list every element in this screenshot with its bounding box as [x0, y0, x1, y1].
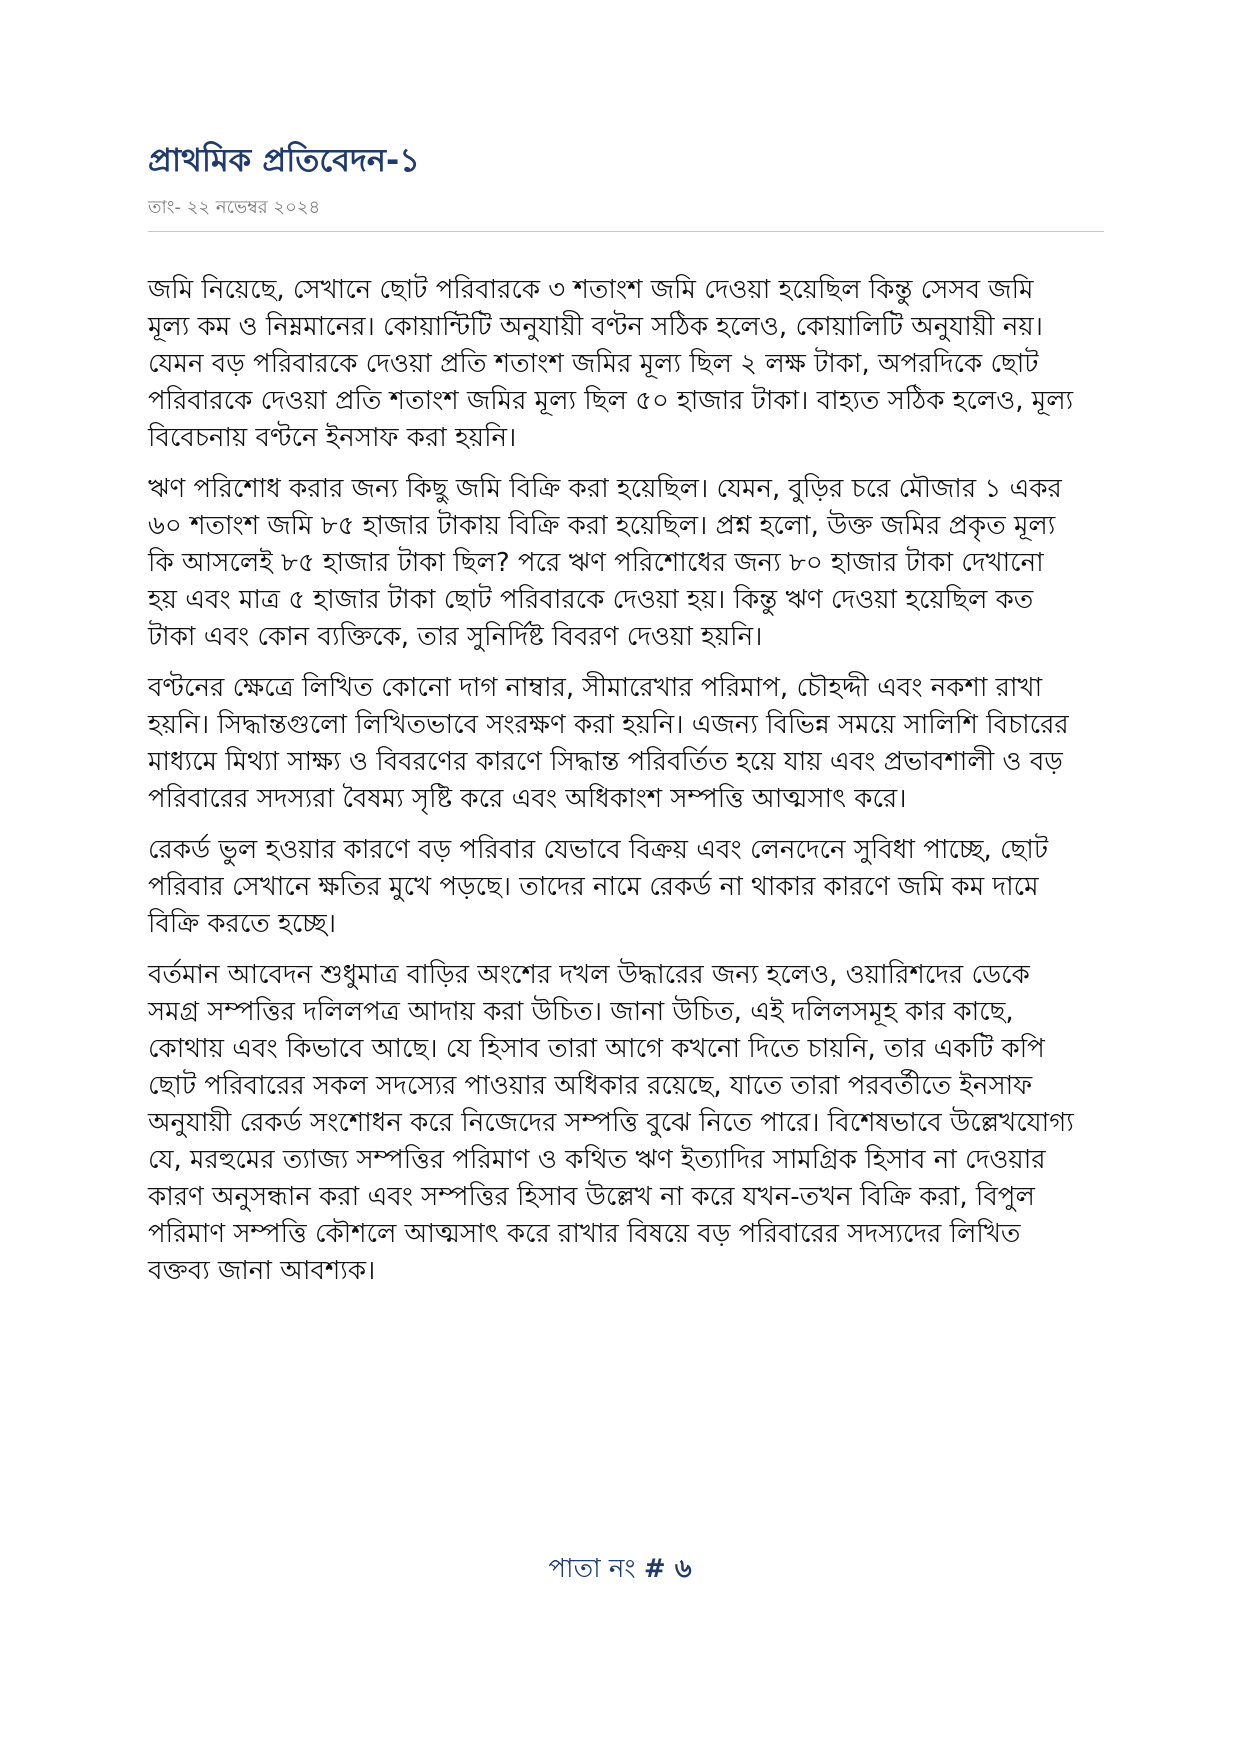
report-date: তাং- ২২ নভেম্বর ২০২৪	[148, 196, 321, 218]
report-header	[148, 140, 1104, 232]
paragraph-5: বর্তমান আবেদন শুধুমাত্র বাড়ির অংশের দখল উদ্ধারের জন্য হলেও, ওয়ারিশদের ডেকে সমগ্র সম্পত্তির দলিলপত্র আদায় করা উচিত। জানা উচিত, এই দলিলসমূহ কার কাছে, কোথায় এবং কিভাবে আছে। যে হিসাব তারা আগে কখনো দিতে চায়নি, তার একটি কপি ছোট পরিবারের সকল সদস্যের পাওয়ার অধিকার রয়েছে, যাতে তারা পরবর্তীতে ইনসাফ অনুযায়ী রেকর্ড সংশোধন করে নিজেদের সম্পত্তি বুঝে নিতে পারে। বিশেষভাবে উল্লেখযোগ্য যে, মরহুমের ত্যাজ্য সম্পত্তির পরিমাণ ও কথিত ঋণ ইত্যাদির সামগ্রিক হিসাব না দেওয়ার কারণ অনুসন্ধান করা এবং সম্পত্তির হিসাব উল্লেখ না করে যখন-তখন বিক্রি করা, বিপুল পরিমাণ সম্পত্তি কৌশলে আত্মসাৎ করে রাখার বিষয়ে বড় পরিবারের সদস্যদের লিখিত বক্তব্য জানা আবশ্যক।	[148, 960, 1074, 1286]
header-divider	[148, 231, 1104, 232]
page-number-label: পাতা নং	[548, 1554, 636, 1584]
page-footer	[0, 1548, 1240, 1592]
paragraph-2: ঋণ পরিশোধ করার জন্য কিছু জমি বিক্রি করা হয়েছিল। যেমন, বুড়ির চরে মৌজার ১ একর ৬০ শতাংশ জমি ৮৫ হাজার টাকায় বিক্রি করা হয়েছিল। প্রশ্ন হলো, উক্ত জমির প্রকৃত মূল্য কি আসলেই ৮৫ হাজার টাকা ছিল? পরে ঋণ পরিশোধের জন্য ৮০ হাজার টাকা দেখানো হয় এবং মাত্র ৫ হাজার টাকা ছোট পরিবারকে দেওয়া হয়। কিন্তু ঋণ দেওয়া হয়েছিল কত টাকা এবং কোন ব্যক্তিকে, তার সুনির্দিষ্ট বিবরণ দেওয়া হয়নি।	[148, 474, 1062, 652]
paragraph-1: জমি নিয়েছে, সেখানে ছোট পরিবারকে ৩ শতাংশ জমি দেওয়া হয়েছিল কিন্তু সেসব জমি মূল্য কম ও নিম্নমানের। কোয়ান্টিটি অনুযায়ী বণ্টন সঠিক হলেও, কোয়ালিটি অনুযায়ী নয়। যেমন বড় পরিবারকে দেওয়া প্রতি শতাংশ জমির মূল্য ছিল ২ লক্ষ টাকা, অপরদিকে ছোট পরিবারকে দেওয়া প্রতি শতাংশ জমির মূল্য ছিল ৫০ হাজার টাকা। বাহ্যত সঠিক হলেও, মূল্য বিবেচনায় বণ্টনে ইনসাফ করা হয়নি।	[148, 275, 1074, 453]
paragraph-3: বণ্টনের ক্ষেত্রে লিখিত কোনো দাগ নাম্বার, সীমারেখার পরিমাপ, চৌহদ্দী এবং নকশা রাখা হয়নি। সিদ্ধান্তগুলো লিখিতভাবে সংরক্ষণ করা হয়নি। এজন্য বিভিন্ন সময়ে সালিশি বিচারের মাধ্যমে মিথ্যা সাক্ষ্য ও বিবরণের কারণে সিদ্ধান্ত পরিবর্তিত হয়ে যায় এবং প্রভাবশালী ও বড় পরিবারের সদস্যরা বৈষম্য সৃষ্টি করে এবং অধিকাংশ সম্পত্তি আত্মসাৎ করে।	[148, 673, 1069, 814]
page-number: # ৬	[643, 1554, 692, 1584]
report-body	[148, 272, 1078, 1304]
report-title: প্রাথমিক প্রতিবেদন-১	[148, 141, 421, 179]
paragraph-4: রেকর্ড ভুল হওয়ার কারণে বড় পরিবার যেভাবে বিক্রয় এবং লেনদেনে সুবিধা পাচ্ছে, ছোট পরিবার সেখানে ক্ষতির মুখে পড়ছে। তাদের নামে রেকর্ড না থাকার কারণে জমি কম দামে বিক্রি করতে হচ্ছে।	[148, 835, 1048, 939]
